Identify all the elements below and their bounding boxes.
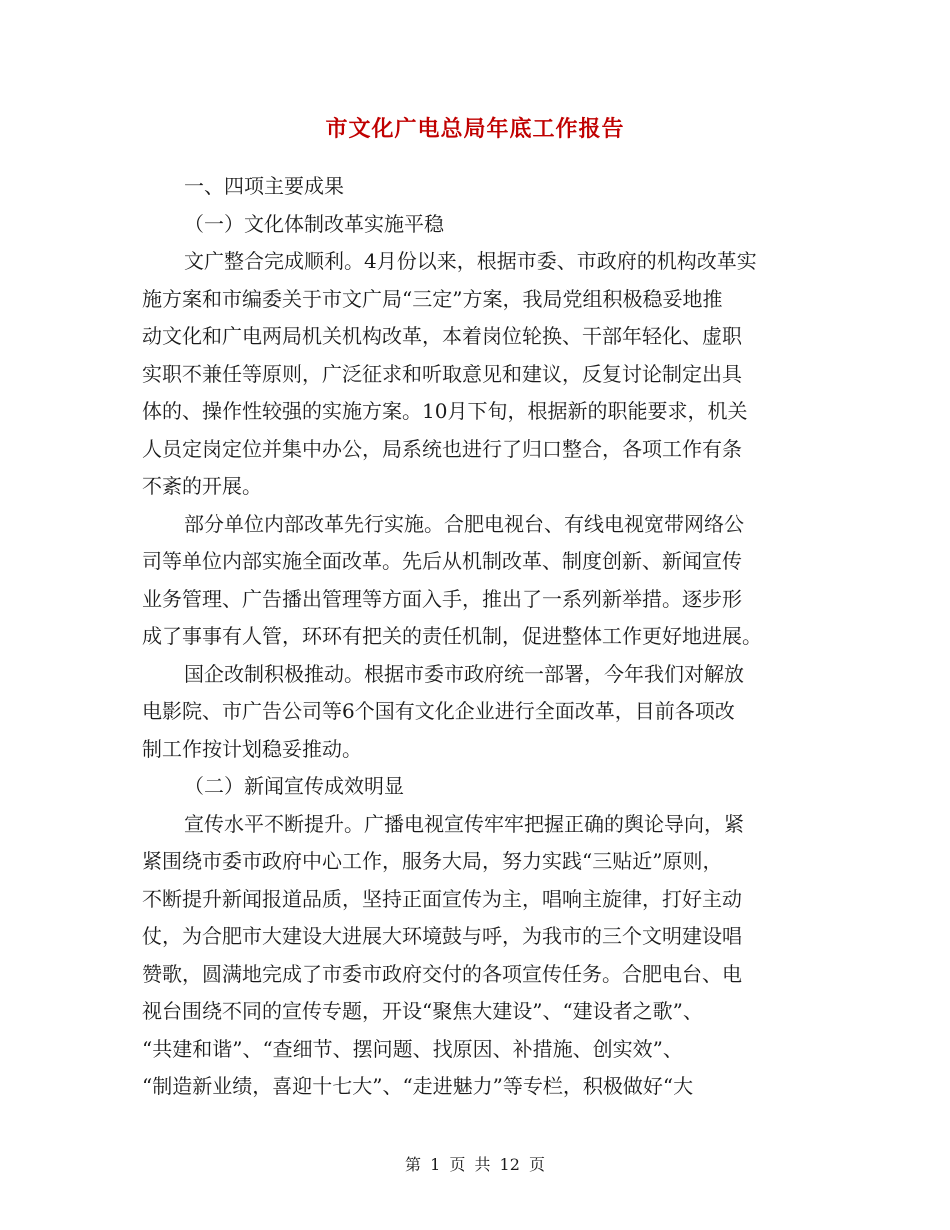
paragraph-line: 业务管理、广告播出管理等方面入手，推出了一系列新举措。逐步形 (142, 586, 742, 611)
paragraph-line: 仗，为合肥市大建设大进展大环境鼓与呼，为我市的三个文明建设唱 (142, 924, 742, 948)
paragraph-line: 施方案和市编委关于市文广局“三定”方案，我局党组积极稳妥地推 (142, 286, 723, 311)
paragraph-line: 紧围绕市委市政府中心工作，服务大局，努力实践“三贴近”原则， (142, 849, 723, 873)
document-title: 市文化广电总局年底工作报告 (325, 116, 625, 142)
paragraph-line: 赞歌，圆满地完成了市委市政府交付的各项宣传任务。合肥电台、电 (142, 961, 742, 986)
paragraph-line: 部分单位内部改革先行实施。合肥电视台、有线电视宽带网络公 (184, 511, 744, 536)
paragraph-line: 人员定岗定位并集中办公，局系统也进行了归口整合，各项工作有条 (142, 436, 742, 461)
document-body (142, 168, 810, 1106)
paragraph-line: 不紊的开展。 (142, 474, 262, 498)
paragraph-line: 体的、操作性较强的实施方案。10月下旬，根据新的职能要求，机关 (142, 399, 748, 423)
paragraph-line: 实职不兼任等原则，广泛征求和听取意见和建议，反复讨论制定出具 (142, 361, 742, 386)
paragraph-line: 文广整合完成顺利。4月份以来，根据市委、市政府的机构改革实 (184, 249, 757, 273)
paragraph-line: 司等单位内部实施全面改革。先后从机制改革、制度创新、新闻宣传 (142, 549, 742, 573)
paragraph-line: 电影院、市广告公司等6个国有文化企业进行全面改革，目前各项改 (142, 699, 735, 723)
paragraph-line: 不断提升新闻报道品质，坚持正面宣传为主，唱响主旋律，打好主动 (142, 886, 742, 911)
subsection-heading: （一）文化体制改革实施平稳 (184, 211, 444, 236)
subsection-heading: （二）新闻宣传成效明显 (184, 774, 404, 798)
paragraph-line: 动文化和广电两局机关机构改革，本着岗位轮换、干部年轻化、虚职 (142, 324, 742, 348)
paragraph-line: 制工作按计划稳妥推动。 (142, 736, 362, 761)
paragraph-line: “共建和谐”、“查细节、摆问题、找原因、补措施、创实效”、 (142, 1036, 683, 1061)
paragraph-line: 国企改制积极推动。根据市委市政府统一部署，今年我们对解放 (184, 661, 744, 686)
paragraph-line: 成了事事有人管，环环有把关的责任机制，促进整体工作更好地进展。 (142, 624, 762, 648)
section-heading: 一、四项主要成果 (184, 174, 344, 198)
paragraph-line: 宣传水平不断提升。广播电视宣传牢牢把握正确的舆论导向，紧 (184, 811, 744, 836)
paragraph-line: 视台围绕不同的宣传专题，开设“聚焦大建设”、“建设者之歌”、 (142, 999, 703, 1023)
page-number-footer: 第 1 页 共 12 页 (405, 1155, 545, 1174)
paragraph-line: “制造新业绩，喜迎十七大”、“走进魅力”等专栏，积极做好“大 (142, 1074, 694, 1098)
